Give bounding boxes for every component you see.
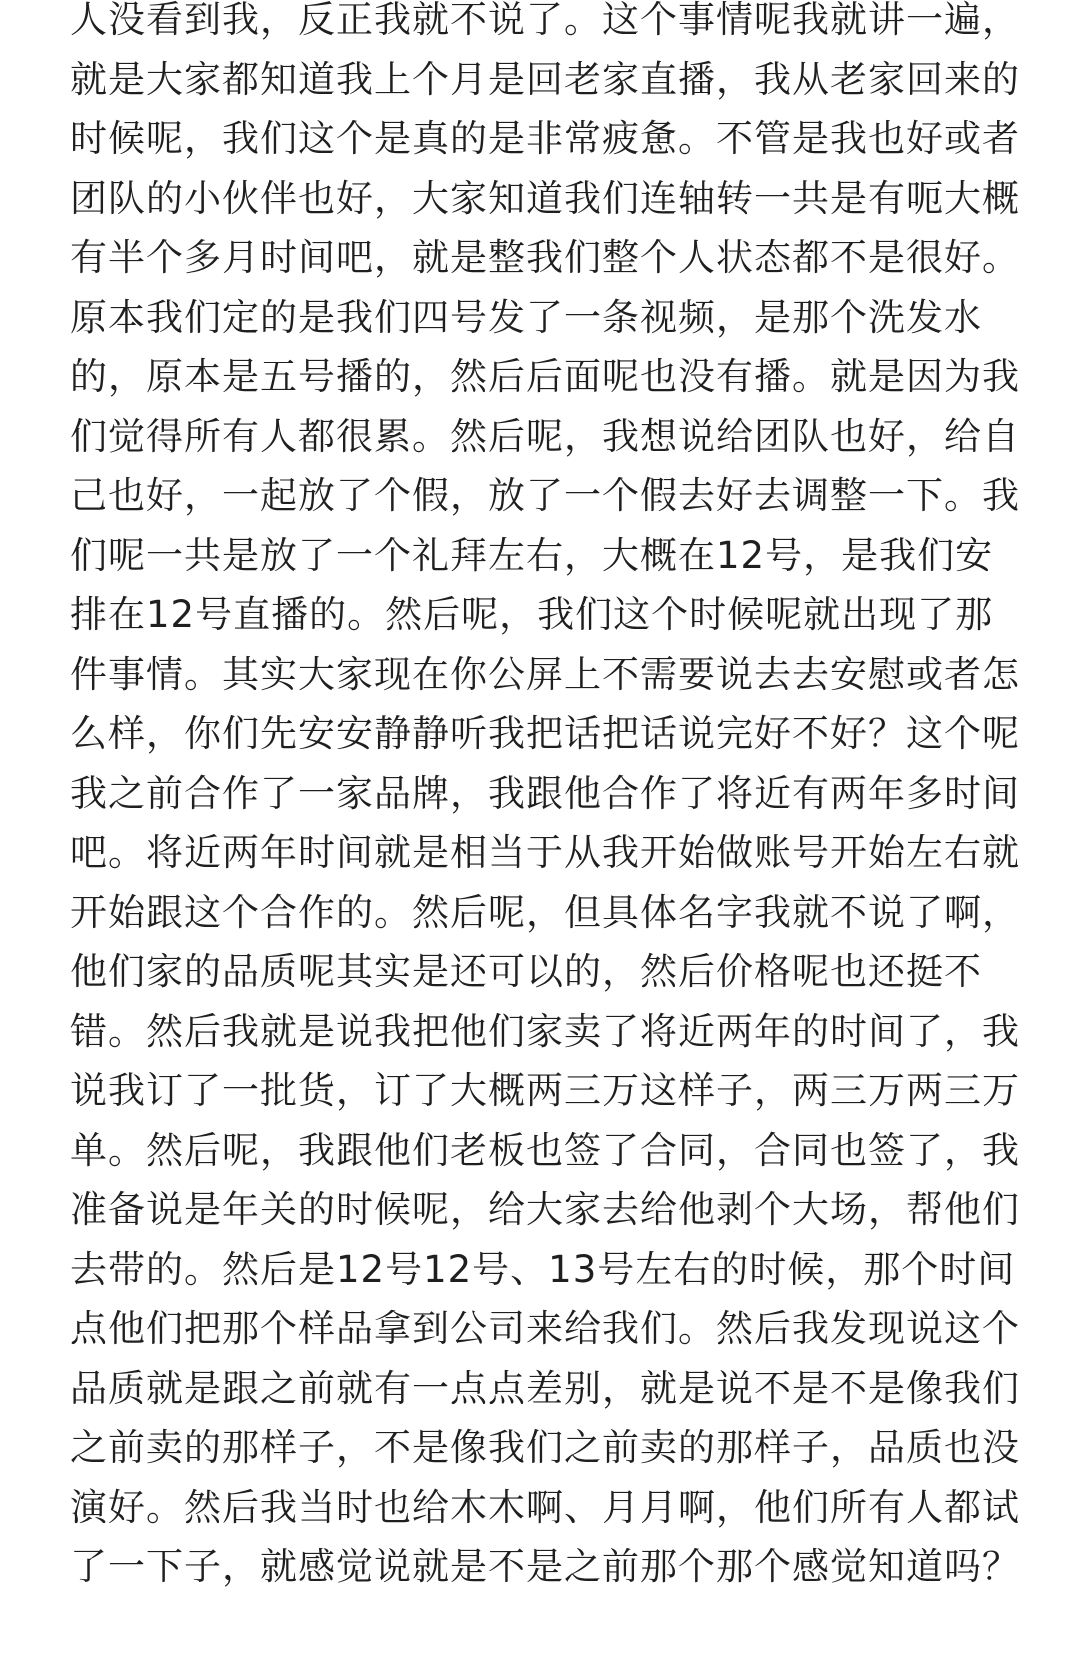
text-line: 的，原本是五号播的，然后后面呢也没有播。就是因为我 — [70, 355, 1020, 398]
text-line: 么样，你们先安安静静听我把话把话说完好不好？这个呢 — [70, 712, 1020, 755]
text-line: 排在12号直播的。然后呢，我们这个时候呢就出现了那 — [70, 593, 994, 636]
text-line: 去带的。然后是12号12号、13号左右的时候，那个时间 — [70, 1247, 1016, 1291]
transcript-text — [70, 0, 1030, 1597]
text-line: 说我订了一批货，订了大概两三万这样子，两三万两三万 — [70, 1069, 1020, 1112]
text-line: 品质就是跟之前就有一点点差别，就是说不是不是像我们 — [70, 1366, 1020, 1410]
text-line: 开始跟这个合作的。然后呢，但具体名字我就不说了啊， — [70, 890, 1020, 934]
text-line: 们呢一共是放了一个礼拜左右，大概在12号，是我们安 — [70, 533, 994, 577]
text-line: 时候呢，我们这个是真的是非常疲惫。不管是我也好或者 — [70, 117, 1020, 160]
text-line: 点他们把那个样品拿到公司来给我们。然后我发现说这个 — [70, 1307, 1020, 1350]
text-line: 们觉得所有人都很累。然后呢，我想说给团队也好，给自 — [70, 414, 1020, 458]
text-line: 演好。然后我当时也给木木啊、月月啊，他们所有人都试 — [70, 1485, 1020, 1529]
text-line: 之前卖的那样子，不是像我们之前卖的那样子，品质也没 — [70, 1426, 1020, 1469]
text-line: 我之前合作了一家品牌，我跟他合作了将近有两年多时间 — [70, 771, 1020, 815]
text-line: 就是大家都知道我上个月是回老家直播，我从老家回来的 — [70, 57, 1020, 101]
text-line: 件事情。其实大家现在你公屏上不需要说去去安慰或者怎 — [70, 652, 1020, 696]
text-line: 准备说是年关的时候呢，给大家去给他剥个大场，帮他们 — [70, 1188, 1020, 1231]
text-line: 人没看到我，反正我就不说了。这个事情呢我就讲一遍， — [70, 0, 1020, 41]
text-line: 原本我们定的是我们四号发了一条视频，是那个洗发水 — [70, 295, 982, 339]
text-line: 单。然后呢，我跟他们老板也签了合同，合同也签了，我 — [70, 1128, 1020, 1172]
text-line: 有半个多月时间吧，就是整我们整个人状态都不是很好。 — [70, 236, 1020, 279]
text-line: 了一下子，就感觉说就是不是之前那个那个感觉知道吗？ — [70, 1545, 1020, 1588]
text-line: 团队的小伙伴也好，大家知道我们连轴转一共是有呃大概 — [70, 176, 1020, 220]
text-line: 己也好，一起放了个假，放了一个假去好去调整一下。我 — [70, 474, 1020, 517]
text-line: 他们家的品质呢其实是还可以的，然后价格呢也还挺不 — [70, 950, 982, 993]
text-line: 错。然后我就是说我把他们家卖了将近两年的时间了，我 — [70, 1009, 1020, 1053]
text-line: 吧。将近两年时间就是相当于从我开始做账号开始左右就 — [70, 831, 1020, 874]
